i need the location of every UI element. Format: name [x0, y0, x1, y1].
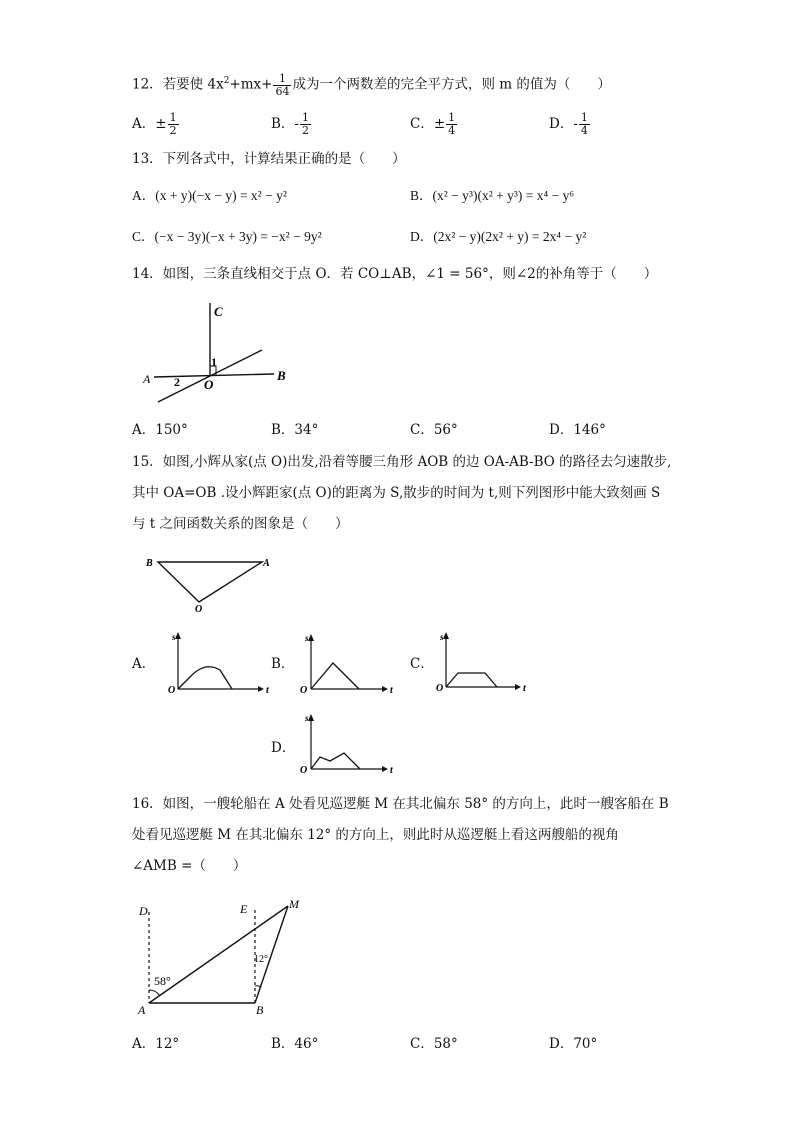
q16-option-b[interactable]: B．46°	[271, 1036, 319, 1052]
label-a: A	[138, 1003, 146, 1017]
q12-fraction-den: 64	[275, 84, 290, 98]
label-o: O	[204, 377, 214, 392]
q15-option-c[interactable]: C．	[410, 656, 434, 672]
option-label: A．±	[132, 116, 167, 132]
angle-2-label: 2	[174, 375, 180, 389]
fraction-den: 2	[169, 124, 177, 137]
q16-option-d[interactable]: D．70°	[549, 1036, 598, 1052]
q13-option-b[interactable]: B．(x² − y³)(x² + y³) = x⁴ − y⁶	[410, 188, 575, 203]
q12-text-mid: +mx+	[229, 76, 273, 93]
origin-label: O	[168, 685, 176, 696]
q13-stem: 13．下列各式中，计算结果正确的是（ ）	[132, 151, 406, 167]
option-label: C．±	[410, 116, 446, 132]
q15-line-2: 其中 OA=OB .设小辉距家(点 O)的距离为 S,散步的时间为 t,则下列图形中能大致刻画 S	[132, 485, 661, 501]
q14-option-b[interactable]: B．34°	[271, 422, 319, 438]
q14-option-a[interactable]: A．150°	[132, 422, 188, 438]
origin-label: O	[436, 683, 444, 694]
q15-option-b[interactable]: B．	[271, 656, 295, 672]
fraction-den: 2	[301, 124, 309, 137]
label-a: A	[263, 558, 270, 569]
q16-line-1: 16．如图，一艘轮船在 A 处看见巡逻艇 M 在其北偏东 58° 的方向上，此时一艘客船在 B	[132, 796, 669, 812]
angle-1-label: 1	[211, 355, 217, 369]
fraction-num: 1	[301, 111, 309, 124]
label-e: E	[240, 902, 248, 916]
axis-label-s: s	[440, 632, 444, 642]
q12-number: 12．	[132, 76, 163, 93]
fraction-num: 1	[169, 111, 177, 124]
label-o: O	[195, 604, 203, 615]
label-b: B	[256, 1003, 264, 1017]
fraction-num: 1	[580, 111, 588, 124]
q14-option-d[interactable]: D．146°	[549, 422, 606, 438]
label-d: D	[139, 904, 148, 918]
label-c: C	[214, 304, 223, 319]
axis-label-t: t	[523, 683, 526, 694]
angle-58-label: 58°	[154, 974, 171, 988]
q16-option-c[interactable]: C．58°	[410, 1036, 458, 1052]
q14-stem: 14．如图，三条直线相交于点 O．若 CO⊥AB，∠1 = 56°，则∠2的补角等于（ ）	[132, 266, 658, 282]
q13-option-d[interactable]: D．(2x² − y)(2x² + y) = 2x⁴ − y²	[410, 229, 587, 244]
q12-exponent: 2	[223, 76, 230, 86]
axis-label-s: s	[305, 633, 309, 643]
q12-fraction-num: 1	[273, 73, 291, 86]
fraction-den: 4	[580, 124, 588, 137]
angle-12-label: 12°	[254, 954, 268, 965]
label-b: B	[277, 368, 286, 383]
q16-option-a[interactable]: A．12°	[132, 1036, 180, 1052]
q13-option-c[interactable]: C．(−x − 3y)(−x + 3y) = −x² − 9y²	[132, 229, 322, 244]
q12-text-post: 成为一个两数差的完全平方式，则 m 的值为（ ）	[292, 76, 611, 93]
origin-label: O	[300, 765, 308, 776]
label-a: A	[143, 372, 151, 386]
q12-text-pre: 若要使 4x	[162, 76, 224, 93]
q15-line-3: 与 t 之间函数关系的图象是（ ）	[132, 516, 349, 532]
q16-line-2: 处看见巡逻艇 M 在其北偏东 12° 的方向上，则此时从巡逻艇上看这两艘船的视角	[132, 827, 619, 843]
label-m: M	[289, 897, 299, 911]
fraction-den: 4	[448, 124, 456, 137]
q15-option-d[interactable]: D．	[271, 740, 296, 756]
q15-option-a[interactable]: A．	[132, 656, 156, 672]
axis-label-s: s	[172, 632, 176, 642]
q14-option-c[interactable]: C．56°	[410, 422, 458, 438]
origin-label: O	[300, 685, 308, 696]
label-b: B	[146, 558, 153, 569]
option-label: B．-	[271, 116, 299, 132]
q16-line-3: ∠AMB =（ ）	[132, 858, 247, 874]
axis-label-t: t	[390, 685, 393, 696]
q15-line-1: 15．如图,小辉从家(点 O)出发,沿着等腰三角形 AOB 的边 OA-AB-BO 的路径去匀速散步,	[132, 454, 672, 470]
q13-option-a[interactable]: A．(x + y)(−x − y) = x² − y²	[132, 188, 287, 203]
option-label: D．-	[549, 116, 578, 132]
angle-arc-a	[149, 990, 160, 996]
axis-label-t: t	[390, 765, 393, 776]
axis-label-t: t	[266, 685, 269, 696]
axis-label-s: s	[305, 713, 309, 723]
fraction-num: 1	[448, 111, 456, 124]
